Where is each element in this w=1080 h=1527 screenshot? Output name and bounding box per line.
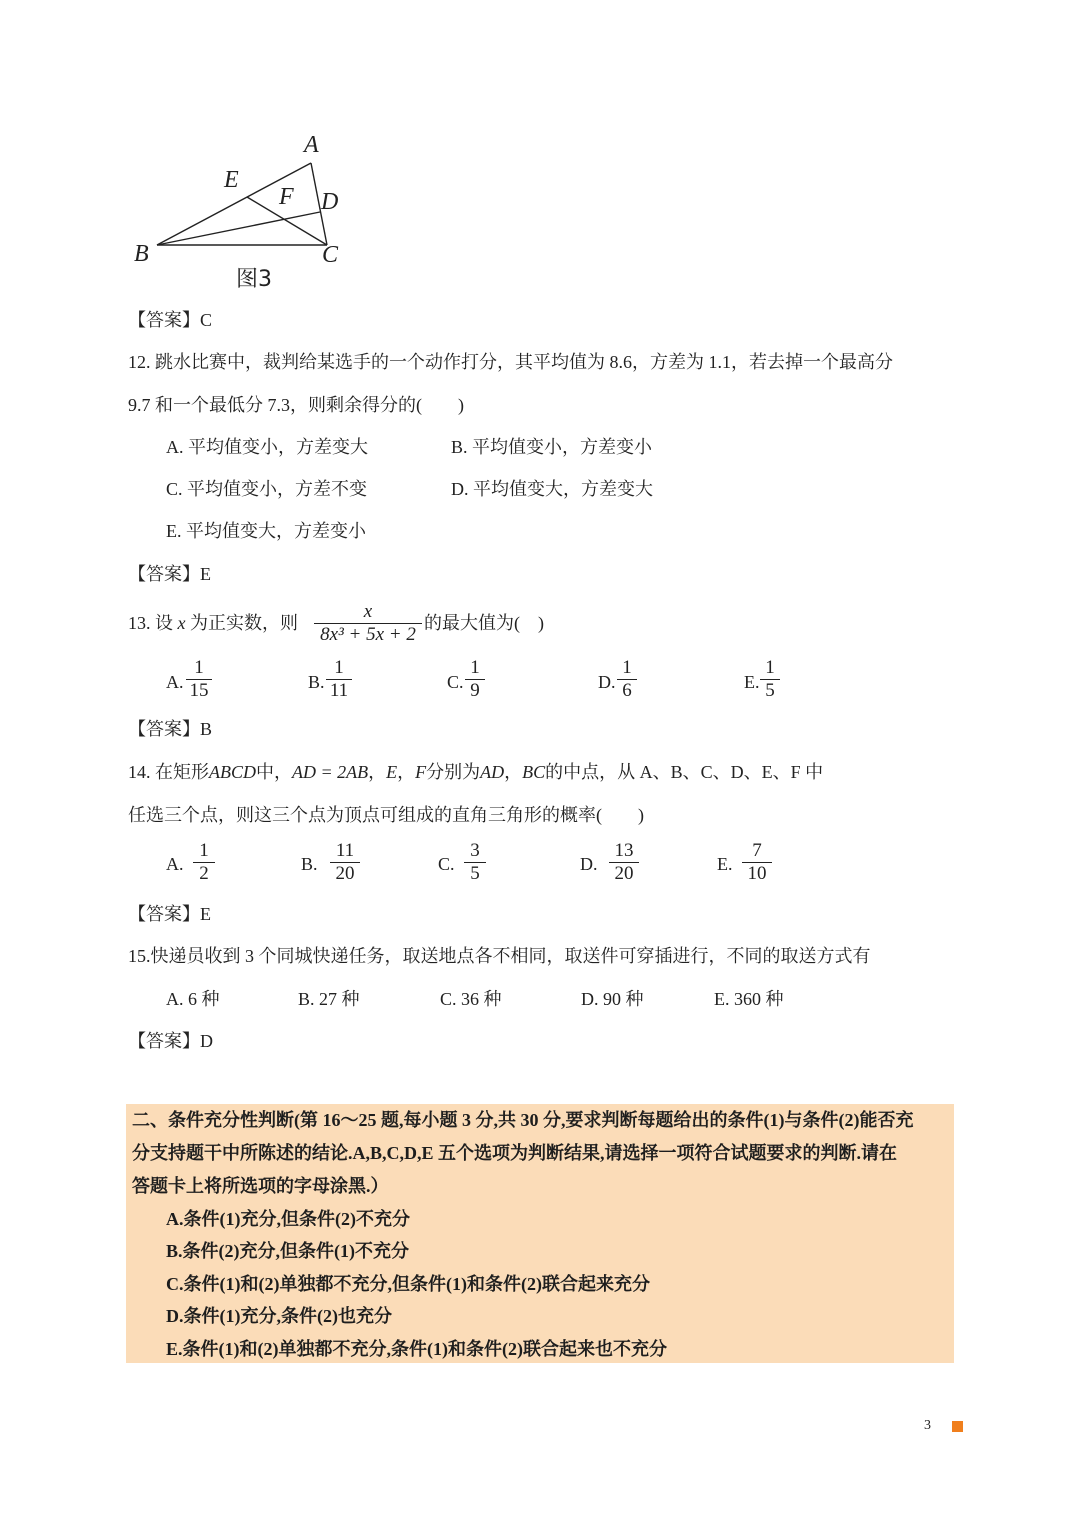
q15-answer: 【答案】D — [128, 1031, 213, 1051]
q13-option-b-num: 1 — [334, 657, 344, 678]
q13-frac-num: x — [363, 601, 373, 622]
q13-option-a-frac — [186, 657, 212, 702]
q14-option-b-frac — [330, 840, 360, 885]
vertex-label-b: B — [134, 241, 149, 267]
q13-option-e-frac — [760, 657, 780, 702]
q14-option-b-letter: B. — [301, 854, 318, 874]
q15-option-c: C. 36 种 — [440, 989, 502, 1009]
q14-text-c: ， — [368, 762, 387, 782]
q13-option-c-num: 1 — [470, 657, 480, 678]
q13-mid: 为正实数，则 — [190, 613, 298, 633]
vertex-label-c: C — [322, 242, 339, 268]
q13-option-e-den: 5 — [760, 679, 780, 702]
q14-option-a-den: 2 — [193, 862, 215, 885]
q14-option-e-frac — [742, 840, 772, 885]
q12-option-a: A. 平均值变小，方差变大 — [166, 437, 368, 457]
q14-text-f: ， — [504, 762, 523, 782]
q14-option-b-num: 11 — [335, 840, 355, 861]
q14-text-d: ， — [397, 762, 416, 782]
q14-option-d-frac — [609, 840, 639, 885]
q13-option-d-frac — [617, 657, 637, 702]
q13-option-e-letter: E. — [744, 672, 760, 692]
q15-option-b: B. 27 种 — [298, 989, 360, 1009]
vertex-label-f: F — [279, 184, 294, 210]
q13-stem — [128, 611, 298, 635]
q14-point-f: F — [415, 762, 427, 782]
q14-option-c-frac — [464, 840, 486, 885]
q12-option-c: C. 平均值变小，方差不变 — [166, 479, 368, 499]
q14-option-a-letter: A. — [166, 854, 184, 874]
section2-intro-line1: 二、条件充分性判断(第 16～25 题,每小题 3 分,共 30 分,要求判断每题给出的条件(1)与条件(2)能否充 — [132, 1110, 914, 1130]
q14-option-a-num: 1 — [199, 840, 209, 861]
q13-option-c-letter: C. — [447, 672, 464, 692]
q12-option-e: E. 平均值变大，方差变小 — [166, 521, 366, 541]
q14-option-d-num: 13 — [614, 840, 634, 861]
q14-option-e-letter: E. — [717, 854, 733, 874]
q14-text-g: 的中点，从 A、B、C、D、E、F 中 — [545, 762, 824, 782]
q14-answer: 【答案】E — [128, 904, 211, 924]
q13-option-a-num: 1 — [194, 657, 204, 678]
page-number: 3 — [924, 1418, 931, 1433]
section2-option-d: D.条件(1)充分,条件(2)也充分 — [166, 1306, 392, 1326]
q14-option-b-den: 20 — [330, 862, 360, 885]
q13-option-e-num: 1 — [765, 657, 775, 678]
q14-option-a-frac — [193, 840, 215, 885]
q15-option-a: A. 6 种 — [166, 989, 220, 1009]
q14-text-b: 中， — [256, 762, 292, 782]
q15-option-e: E. 360 种 — [714, 989, 784, 1009]
vertex-label-d: D — [321, 189, 339, 215]
section2-option-b: B.条件(2)充分,但条件(1)不充分 — [166, 1241, 409, 1261]
q14-text-a: 14. 在矩形 — [128, 762, 209, 782]
q14-stem-line2: 任选三个点，则这三个点为顶点可组成的直角三角形的概率( ) — [128, 805, 644, 825]
q14-option-d-den: 20 — [609, 862, 639, 885]
q13-option-d-num: 1 — [622, 657, 632, 678]
q13-option-d-den: 6 — [617, 679, 637, 702]
q13-answer: 【答案】B — [128, 719, 213, 739]
q14-option-c-letter: C. — [438, 854, 455, 874]
q13-frac-den: 8x³ + 5x + 2 — [314, 623, 422, 646]
q12-stem-line1: 12. 跳水比赛中，裁判给某选手的一个动作打分，其平均值为 8.6，方差为 1.1，若去掉一个最高分 — [128, 352, 893, 372]
q14-condition: AD = 2AB — [292, 762, 369, 782]
q13-option-c-frac — [465, 657, 485, 702]
q14-segment-ad: AD — [480, 762, 505, 782]
figure-caption: 图3 — [236, 267, 272, 292]
q13-var: x — [177, 613, 186, 633]
vertex-label-a: A — [304, 132, 319, 158]
q14-option-d-letter: D. — [580, 854, 598, 874]
q15-option-d: D. 90 种 — [581, 989, 644, 1009]
q13-option-c-den: 9 — [465, 679, 485, 702]
q12-option-d: D. 平均值变大，方差变大 — [451, 479, 653, 499]
q13-option-b-den: 11 — [326, 679, 352, 702]
section2-intro-line3: 答题卡上将所选项的字母涂黑.） — [132, 1176, 389, 1196]
section2-intro-line2: 分支持题干中所陈述的结论.A,B,C,D,E 五个选项为判断结果,请选择一项符合试题要求的判断.请在 — [132, 1143, 898, 1163]
section2-option-a: A.条件(1)充分,但条件(2)不充分 — [166, 1209, 410, 1229]
q14-text-e: 分别为 — [426, 762, 481, 782]
q14-segment-bc: BC — [522, 762, 546, 782]
q13-expression-fraction — [314, 601, 422, 646]
page-mark-square-icon — [952, 1421, 963, 1432]
q13-option-b-frac — [326, 657, 352, 702]
q14-option-e-num: 7 — [752, 840, 762, 861]
q12-stem-line2: 9.7 和一个最低分 7.3，则剩余得分的( ) — [128, 395, 464, 415]
q13-option-a-den: 15 — [186, 679, 212, 702]
q12-answer: 【答案】E — [128, 564, 211, 584]
q14-point-e: E — [386, 762, 398, 782]
q11-answer: 【答案】C — [128, 310, 213, 330]
vertex-label-e: E — [224, 167, 239, 193]
q14-stem-line1 — [128, 760, 823, 784]
q13-suffix: 的最大值为( ) — [424, 613, 544, 633]
q13-prefix: 13. 设 — [128, 613, 173, 633]
q12-option-b: B. 平均值变小，方差变小 — [451, 437, 653, 457]
q15-stem: 15.快递员收到 3 个同城快递任务，取送地点各不相同，取送件可穿插进行，不同的取送方式有 — [128, 946, 871, 966]
section2-option-e: E.条件(1)和(2)单独都不充分,条件(1)和条件(2)联合起来也不充分 — [166, 1339, 667, 1359]
q14-option-c-num: 3 — [470, 840, 480, 861]
q13-option-d-letter: D. — [598, 672, 616, 692]
section2-option-c: C.条件(1)和(2)单独都不充分,但条件(1)和条件(2)联合起来充分 — [166, 1274, 650, 1294]
q14-option-c-den: 5 — [464, 862, 486, 885]
q13-option-b-letter: B. — [308, 672, 325, 692]
q14-option-e-den: 10 — [742, 862, 772, 885]
q13-option-a-letter: A. — [166, 672, 184, 692]
q14-rect-name: ABCD — [209, 762, 256, 782]
